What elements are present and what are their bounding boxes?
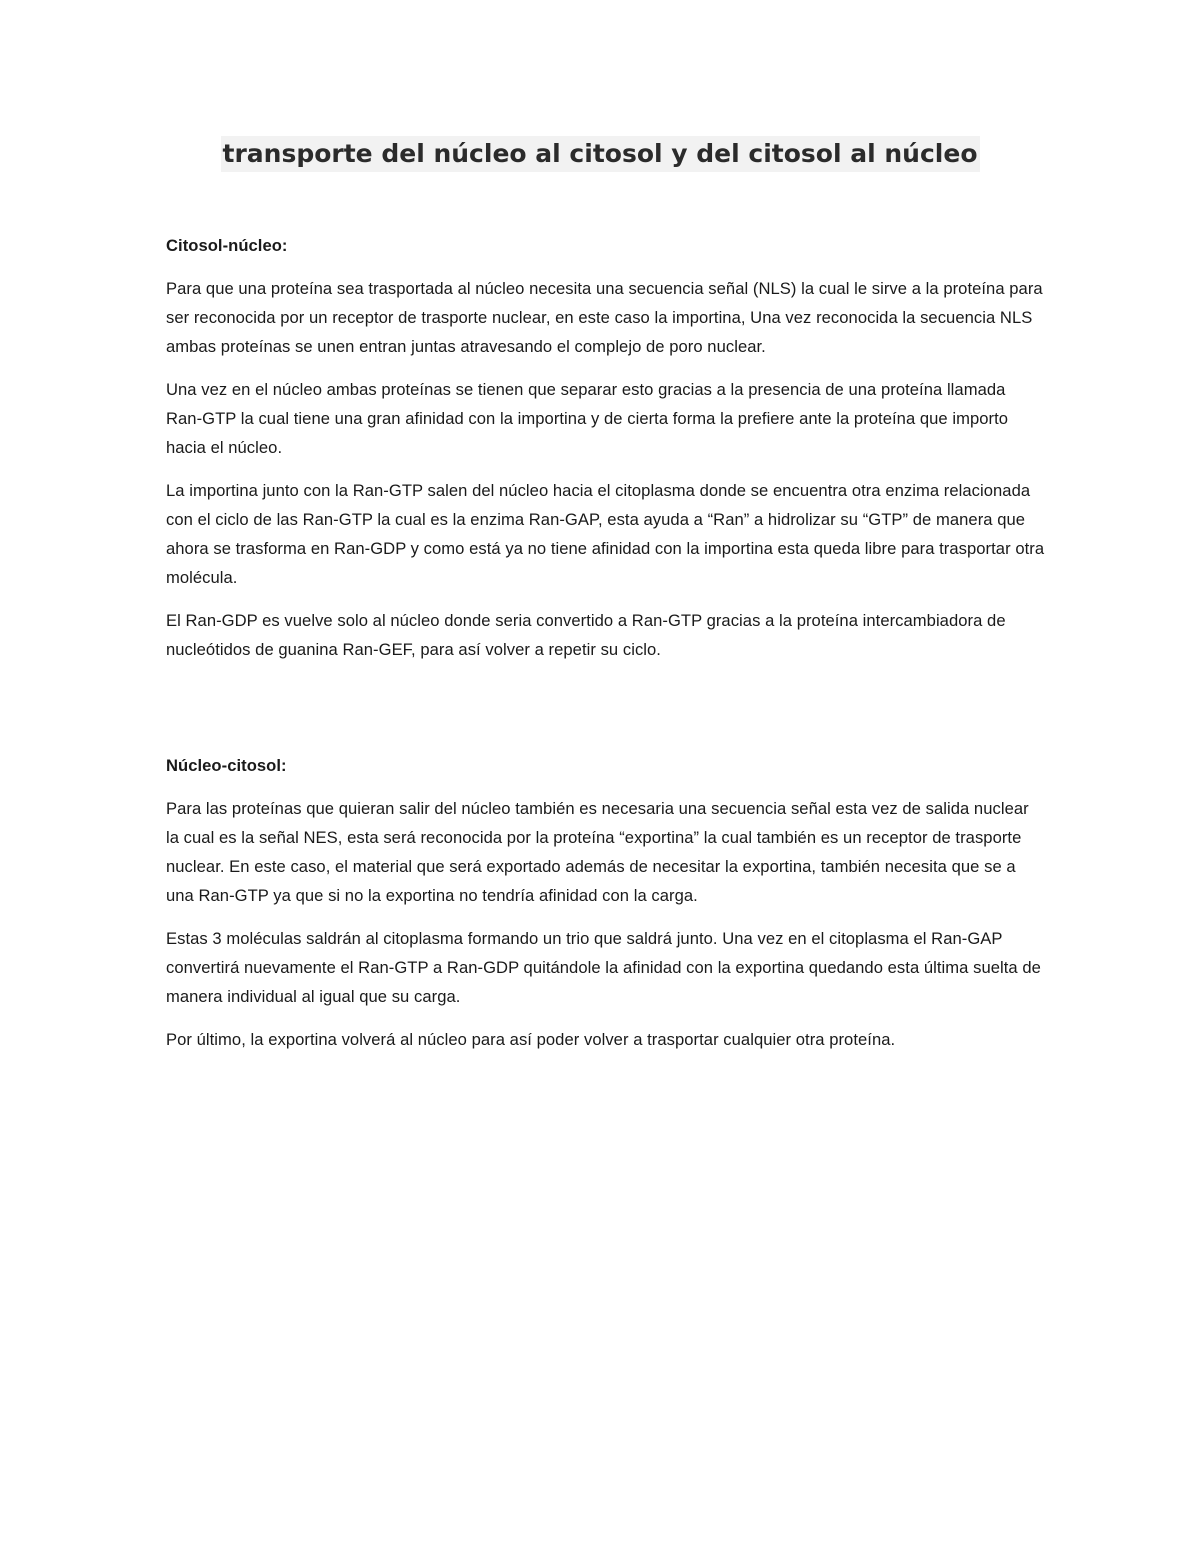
paragraph: Una vez en el núcleo ambas proteínas se tienen que separar esto gracias a la presencia de una proteína llamada Ran-GTP la cual tiene una gran afinidad con la importina y de cierta forma la prefiere ante la proteína que importo hacia el núcleo. <box>166 380 1009 457</box>
title-container <box>0 136 1200 172</box>
section-heading: Núcleo-citosol: <box>166 756 287 775</box>
paragraph: Para las proteínas que quieran salir del núcleo también es necesaria una secuencia señal esta vez de salida nuclear la cual es la señal NES, esta será reconocida por la proteína “exportina” la cual también es un receptor de trasporte nuclear. En este caso, el material que será exportado además de necesitar la exportina, también necesita que se a una Ran-GTP ya que si no la exportina no tendría afinidad con la carga. <box>166 799 1029 905</box>
paragraph: Por último, la exportina volverá al núcleo para así poder volver a trasportar cualquier otra proteína. <box>166 1030 896 1049</box>
section-citosol-nucleo <box>166 231 1046 664</box>
paragraph: El Ran-GDP es vuelve solo al núcleo donde seria convertido a Ran-GTP gracias a la proteína intercambiadora de nucleótidos de guanina Ran-GEF, para así volver a repetir su ciclo. <box>166 611 1006 659</box>
paragraph: Estas 3 moléculas saldrán al citoplasma formando un trio que saldrá junto. Una vez en el citoplasma el Ran-GAP convertirá nuevamente el Ran-GTP a Ran-GDP quitándole la afinidad con la exportina quedando esta última suelta de manera individual al igual que su carga. <box>166 929 1041 1006</box>
section-nucleo-citosol <box>166 751 1046 1054</box>
paragraph: Para que una proteína sea trasportada al núcleo necesita una secuencia señal (NLS) la cual le sirve a la proteína para ser reconocida por un receptor de trasporte nuclear, en este caso la importina, Una vez reconocida la secuencia NLS ambas proteínas se unen entran juntas atravesando el complejo de poro nuclear. <box>166 279 1043 356</box>
section-heading: Citosol-núcleo: <box>166 236 288 255</box>
paragraph: La importina junto con la Ran-GTP salen del núcleo hacia el citoplasma donde se encuentra otra enzima relacionada con el ciclo de las Ran-GTP la cual es la enzima Ran-GAP, esta ayuda a “Ran” a hidrolizar su “GTP” de manera que ahora se trasforma en Ran-GDP y como está ya no tiene afinidad con la importina esta queda libre para trasportar otra molécula. <box>166 481 1045 587</box>
document-title: transporte del núcleo al citosol y del citosol al núcleo <box>221 136 980 172</box>
